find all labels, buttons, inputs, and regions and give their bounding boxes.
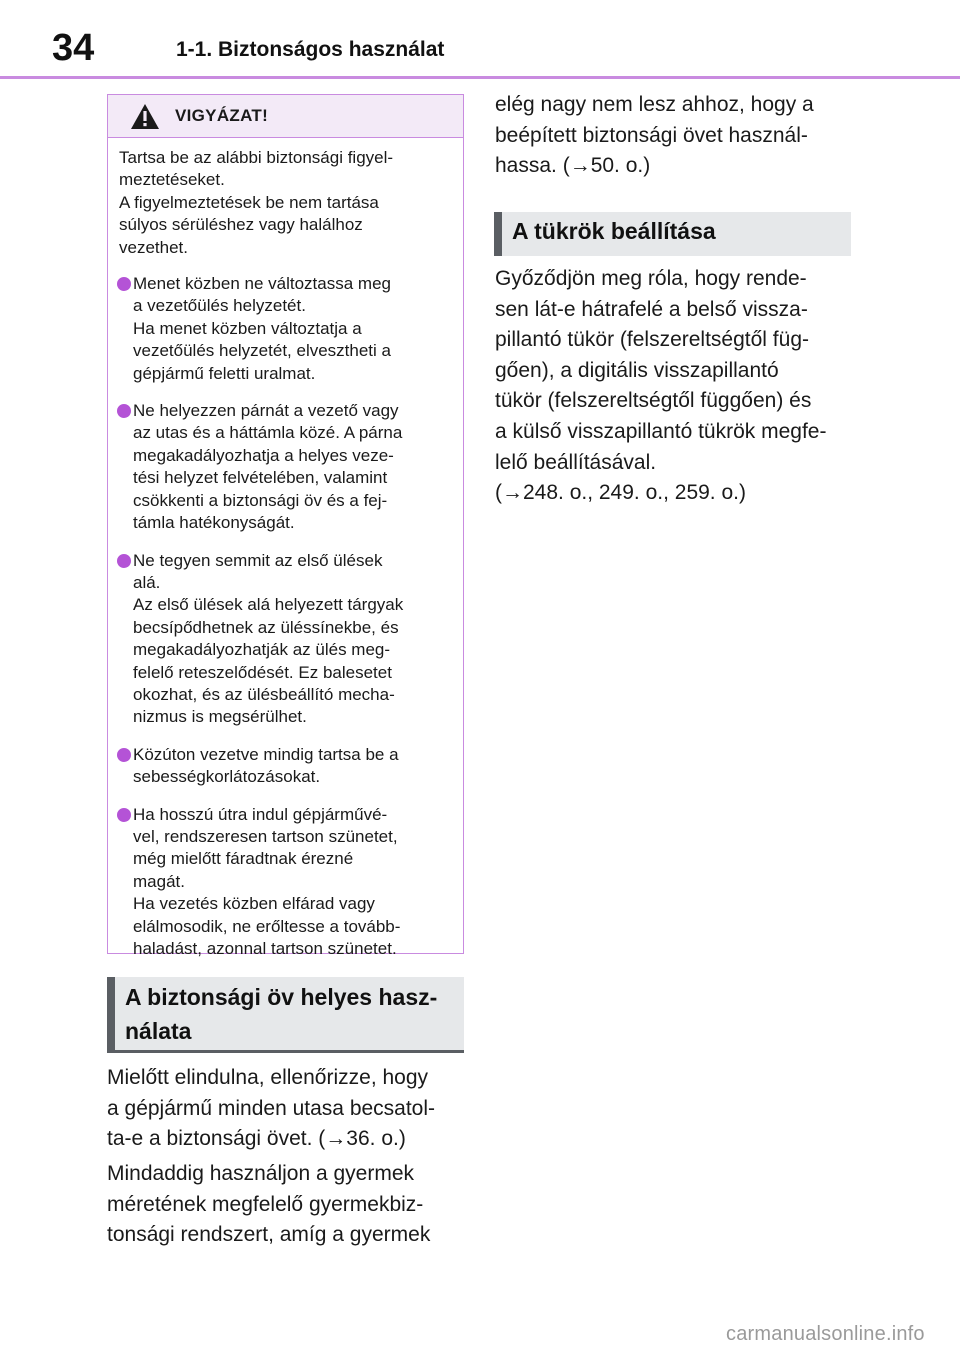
text-line: A biztonsági öv helyes hasz- <box>125 984 438 1010</box>
text-line: a vezetőülés helyzetét. <box>133 296 306 316</box>
text-line: beépített biztonsági övet használ- <box>495 123 808 147</box>
text-line: magát. <box>133 871 185 891</box>
seatbelt-check-paragraph <box>107 1063 469 1155</box>
warning-triangle-icon <box>130 103 160 130</box>
bullet-dot-icon <box>117 554 131 568</box>
warning-header <box>108 95 463 138</box>
text-line: támla hatékonyságát. <box>133 513 295 533</box>
page-number: 34 <box>52 27 95 69</box>
text-line: tonsági rendszert, amíg a gyermek <box>107 1223 431 1247</box>
text-line: haladást, azonnal tartson szünetet. <box>133 939 397 958</box>
bullet-dot-icon <box>117 748 131 762</box>
child-seat-paragraph-continued <box>495 90 857 182</box>
text-line: az utas és a háttámla közé. A párna <box>133 423 403 443</box>
text-line: nálata <box>125 1018 192 1044</box>
text-line: gően), a digitális visszapillantó <box>495 358 779 382</box>
text-line: Közúton vezetve mindig tartsa be a <box>133 744 399 764</box>
text-line: a gépjármű minden utasa becsatol- <box>107 1096 436 1120</box>
text-line: vezethet. <box>119 237 188 257</box>
warning-bullet <box>119 400 451 534</box>
text-line: Ha menet közben változtatja a <box>133 318 362 338</box>
text-line: Győződjön meg róla, hogy rende- <box>495 267 807 290</box>
text-line: sen lát-e hátrafelé a belső vissza- <box>495 297 808 321</box>
text-line: megakadályozhatja a helyes veze- <box>133 445 394 465</box>
warning-bullet <box>119 744 451 789</box>
text-line: gépjármű feletti uralmat. <box>133 363 316 383</box>
text-line: súlyos sérüléshez vagy halálhoz <box>119 215 363 235</box>
bullet-dot-icon <box>117 277 131 291</box>
text-line: Menet közben ne változtassa meg <box>133 274 391 294</box>
warning-intro <box>119 147 451 259</box>
header-divider <box>0 76 960 79</box>
text-line: méretének megfelelő gyermekbiz- <box>107 1192 424 1216</box>
mirrors-paragraph <box>495 264 857 509</box>
text-line: Ne helyezzen párnát a vezető vagy <box>133 401 399 421</box>
text-line: alá. <box>133 572 161 592</box>
text-line: lelő beállításával. <box>495 450 657 474</box>
mirrors-subheading: A tükrök beállítása <box>494 212 851 256</box>
text-line: Mindaddig használjon a gyermek <box>107 1162 415 1185</box>
text-line: felelő reteszelődését. Ez balesetet <box>133 662 392 682</box>
text-line: Az első ülések alá helyezett tárgyak <box>133 595 404 615</box>
text-line: elálmosodik, ne erőltesse a tovább- <box>133 916 401 936</box>
warning-bullet <box>119 273 451 385</box>
text-line: ta-e a biztonsági övet. (→36. o.) <box>107 1127 406 1151</box>
warning-body <box>108 138 463 960</box>
text-line: Ha vezetés közben elfárad vagy <box>133 894 375 914</box>
text-line: még mielőtt fáradtnak érezné <box>133 849 354 869</box>
text-line: vezetőülés helyzetét, elvesztheti a <box>133 341 391 361</box>
text-line: okozhat, és az ülésbeállító mecha- <box>133 684 395 704</box>
child-seat-paragraph <box>107 1159 469 1251</box>
text-line: tükör (felszereltségtől függően) és <box>495 389 812 413</box>
warning-box <box>107 94 464 958</box>
text-line: (→248. o., 249. o., 259. o.) <box>495 481 746 505</box>
text-line: Tartsa be az alábbi biztonsági figyel- <box>119 148 394 167</box>
bullet-dot-icon <box>117 808 131 822</box>
bullet-dot-icon <box>117 404 131 418</box>
text-line: pillantó tükör (felszereltségtől füg- <box>495 328 809 352</box>
text-line: tési helyzet felvételében, valamint <box>133 468 388 488</box>
text-line: vel, rendszeresen tartson szünetet, <box>133 826 398 846</box>
watermark: carmanualsonline.info <box>726 1323 925 1345</box>
text-line: Ha hosszú útra indul gépjárművé- <box>133 804 388 824</box>
seatbelt-subheading <box>107 977 464 1053</box>
warning-bullet <box>119 550 451 729</box>
text-line: A figyelmeztetések be nem tartása <box>119 192 379 212</box>
text-line: Mielőtt elindulna, ellenőrizze, hogy <box>107 1066 429 1089</box>
text-line: sebességkorlátozásokat. <box>133 767 321 787</box>
text-line: csökkenti a biztonsági öv és a fej- <box>133 490 388 510</box>
text-line: meztetéseket. <box>119 170 225 190</box>
text-line: becsípődhetnek az üléssínekbe, és <box>133 617 399 637</box>
text-line: megakadályozhatják az ülés meg- <box>133 640 391 660</box>
page-header <box>0 0 960 80</box>
warning-title: VIGYÁZAT! <box>175 106 269 125</box>
text-line: nizmus is megsérülhet. <box>133 707 307 727</box>
text-line: a külső visszapillantó tükrök megfe- <box>495 419 827 443</box>
warning-bullet <box>119 804 451 961</box>
text-line: elég nagy nem lesz ahhoz, hogy a <box>495 93 814 116</box>
text-line: hassa. (→50. o.) <box>495 154 651 178</box>
text-line: Ne tegyen semmit az első ülések <box>133 550 383 570</box>
section-title: 1-1. Biztonságos használat <box>176 38 445 61</box>
